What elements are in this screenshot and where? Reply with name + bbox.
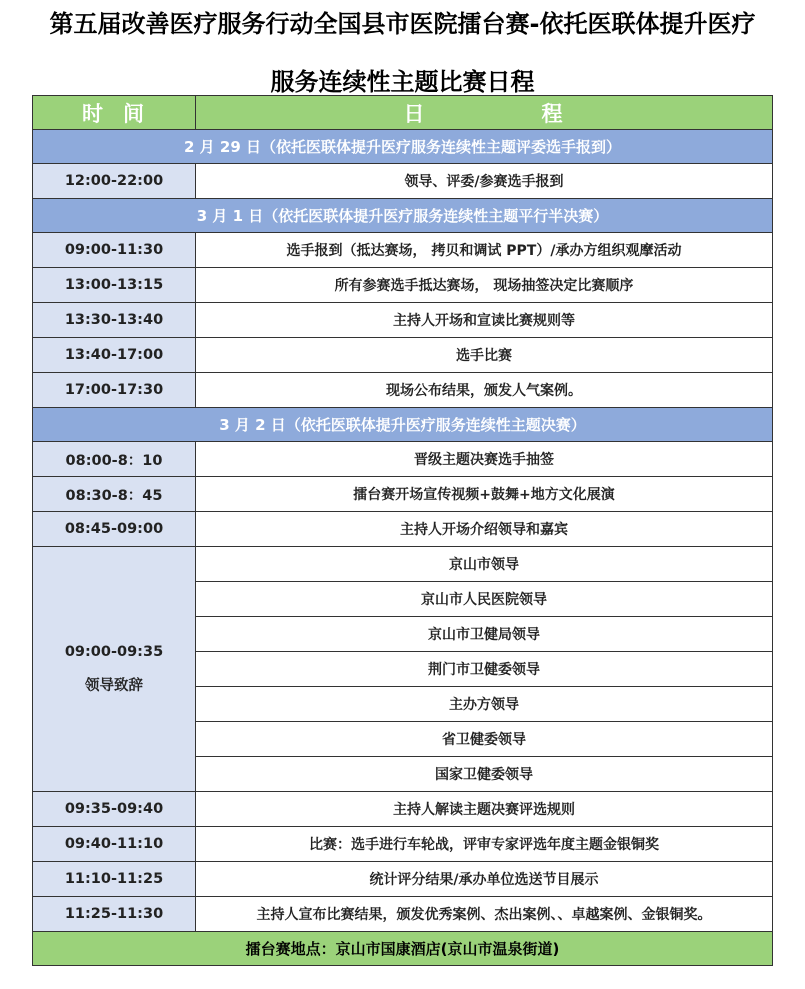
schedule-table — [32, 95, 773, 966]
row-time: 13:00-13:15 — [33, 268, 196, 303]
row-time: 08:45-09:00 — [33, 512, 196, 547]
speech-item: 省卫健委领导 — [196, 722, 773, 757]
row-item: 擂台赛开场宣传视频+鼓舞+地方文化展演 — [196, 477, 773, 512]
row-time: 08:30-8：45 — [33, 477, 196, 512]
row-time: 09:00-11:30 — [33, 233, 196, 268]
row-item: 选手比赛 — [196, 338, 773, 373]
speech-item: 主办方领导 — [196, 687, 773, 722]
schedule-row — [33, 442, 773, 477]
schedule-row — [33, 268, 773, 303]
row-time: 08:00-8：10 — [33, 442, 196, 477]
schedule-row — [33, 827, 773, 862]
schedule-row — [33, 338, 773, 373]
schedule-row — [33, 233, 773, 268]
schedule-row — [33, 897, 773, 932]
row-item: 现场公布结果，颁发人气案例。 — [196, 373, 773, 408]
speech-item: 京山市人民医院领导 — [196, 582, 773, 617]
schedule-row — [33, 512, 773, 547]
row-item: 主持人开场介绍领导和嘉宾 — [196, 512, 773, 547]
schedule-row — [33, 477, 773, 512]
row-item: 所有参赛选手抵达赛场， 现场抽签决定比赛顺序 — [196, 268, 773, 303]
row-item: 主持人宣布比赛结果，颁发优秀案例、杰出案例、、卓越案例、金银铜奖。 — [196, 897, 773, 932]
row-item: 统计评分结果/承办单位选送节目展示 — [196, 862, 773, 897]
row-time: 17:00-17:30 — [33, 373, 196, 408]
speech-label: 领导致辞 — [85, 678, 143, 694]
venue-text: 擂台赛地点：京山市国康酒店(京山市温泉街道) — [33, 932, 773, 966]
row-item: 领导、评委/参赛选手报到 — [196, 164, 773, 199]
row-time: 11:25-11:30 — [33, 897, 196, 932]
document-title — [0, 0, 805, 104]
header-time: 时 间 — [33, 96, 196, 130]
speech-time: 09:00-09:35 — [64, 644, 164, 660]
row-time: 12:00-22:00 — [33, 164, 196, 199]
row-time: 09:35-09:40 — [33, 792, 196, 827]
row-item: 比赛：选手进行车轮战，评审专家评选年度主题金银铜奖 — [196, 827, 773, 862]
row-time: 13:30-13:40 — [33, 303, 196, 338]
schedule-row — [33, 303, 773, 338]
venue-row — [33, 932, 773, 966]
header-schedule: 日 程 — [196, 96, 773, 130]
schedule-row — [33, 373, 773, 408]
day-row: 3 月 1 日（依托医联体提升医疗服务连续性主题平行半决赛） — [33, 199, 773, 233]
speech-item: 国家卫健委领导 — [196, 757, 773, 792]
schedule-row — [33, 862, 773, 897]
speech-time-cell — [33, 547, 196, 792]
row-item: 主持人解读主题决赛评选规则 — [196, 792, 773, 827]
row-item: 晋级主题决赛选手抽签 — [196, 442, 773, 477]
speech-item: 京山市卫健局领导 — [196, 617, 773, 652]
speech-item: 京山市领导 — [196, 547, 773, 582]
schedule-row — [33, 792, 773, 827]
table-header-row — [33, 96, 773, 130]
row-time: 11:10-11:25 — [33, 862, 196, 897]
row-item: 主持人开场和宣读比赛规则等 — [196, 303, 773, 338]
row-time: 13:40-17:00 — [33, 338, 196, 373]
day-row: 2 月 29 日（依托医联体提升医疗服务连续性主题评委选手报到） — [33, 130, 773, 164]
row-time: 09:40-11:10 — [33, 827, 196, 862]
speech-row — [33, 547, 773, 582]
speech-item: 荆门市卫健委领导 — [196, 652, 773, 687]
day-row: 3 月 2 日（依托医联体提升医疗服务连续性主题决赛） — [33, 408, 773, 442]
row-item: 选手报到（抵达赛场， 拷贝和调试 PPT）/承办方组织观摩活动 — [196, 233, 773, 268]
title-line-1: 第五届改善医疗服务行动全国县市医院擂台赛-依托医联体提升医疗 — [49, 10, 756, 38]
title-line-2: 服务连续性主题比赛日程 — [270, 68, 535, 96]
schedule-row — [33, 164, 773, 199]
